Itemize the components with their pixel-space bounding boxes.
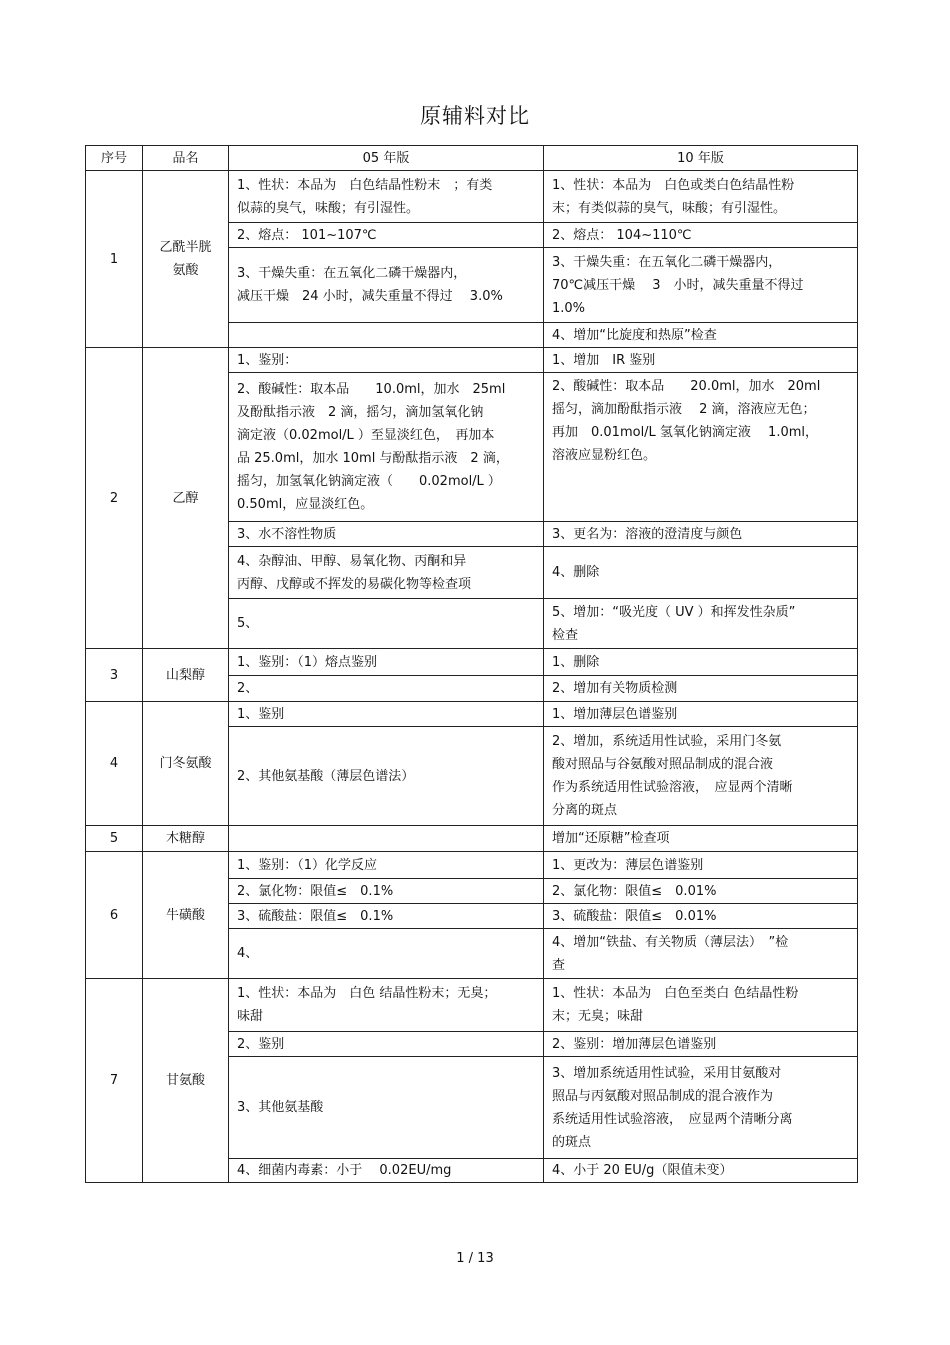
cell-05: 2、其他氨基酸（薄层色谱法） — [229, 727, 544, 826]
item-no: 4 — [86, 702, 143, 826]
table-row — [86, 979, 858, 1032]
table-row — [86, 649, 858, 676]
comparison-table — [85, 145, 858, 1183]
header-no: 序号 — [86, 146, 143, 171]
cell-10: 2、增加，系统适用性试验，采用门冬氨 酸对照品与谷氨酸对照品制成的混合液 作为系统适用性试验溶液， 应显两个清晰 分离的斑点 — [544, 727, 858, 826]
table-row — [86, 826, 858, 852]
cell-10: 3、干燥失重：在五氧化二磷干燥器内， 70℃减压干燥 3 小时，减失重量不得过 1.0% — [544, 248, 858, 323]
cell-10: 2、鉴别：增加薄层色谱鉴别 — [544, 1032, 858, 1057]
item-name: 门冬氨酸 — [143, 702, 229, 826]
cell-05: 4、细菌内毒素：小于 0.02EU/mg — [229, 1159, 544, 1183]
cell-05: 3、水不溶性物质 — [229, 522, 544, 547]
table-row — [86, 171, 858, 223]
cell-10: 5、增加：“吸光度（ UV ）和挥发性杂质” 检查 — [544, 599, 858, 649]
cell-10: 4、删除 — [544, 547, 858, 599]
cell-10: 4、增加“比旋度和热原”检查 — [544, 323, 858, 348]
cell-10: 4、增加“铁盐、有关物质（薄层法） ”检 查 — [544, 929, 858, 979]
item-no: 3 — [86, 649, 143, 702]
cell-10: 1、更改为：薄层色谱鉴别 — [544, 852, 858, 879]
cell-05: 3、硫酸盐：限值≤ 0.1% — [229, 904, 544, 929]
cell-05: 3、干燥失重：在五氧化二磷干燥器内， 减压干燥 24 小时，减失重量不得过 3.0% — [229, 248, 544, 323]
cell-05: 2、 — [229, 676, 544, 702]
table-header-row — [86, 146, 858, 171]
cell-05: 1、鉴别：（1）化学反应 — [229, 852, 544, 879]
page-title: 原辅料对比 — [420, 104, 530, 128]
cell-10: 1、增加 IR 鉴别 — [544, 348, 858, 373]
item-no: 1 — [86, 171, 143, 348]
cell-05: 1、鉴别：（1）熔点鉴别 — [229, 649, 544, 676]
header-05: 05 年版 — [229, 146, 544, 171]
cell-05: 3、其他氨基酸 — [229, 1057, 544, 1159]
item-no: 7 — [86, 979, 143, 1183]
item-name: 木糖醇 — [143, 826, 229, 852]
item-name: 甘氨酸 — [143, 979, 229, 1183]
header-name: 品名 — [143, 146, 229, 171]
cell-10: 4、小于 20 EU/g（限值未变） — [544, 1159, 858, 1183]
cell-05: 5、 — [229, 599, 544, 649]
cell-05: 2、熔点： 101~107℃ — [229, 223, 544, 248]
item-name: 牛磺酸 — [143, 852, 229, 979]
table-row — [86, 852, 858, 879]
item-no: 5 — [86, 826, 143, 852]
cell-05: 1、性状：本品为 白色 结晶性粉末；无臭； 味甜 — [229, 979, 544, 1032]
cell-10: 增加“还原糖”检查项 — [544, 826, 858, 852]
item-name: 乙酰半胱 氨酸 — [143, 171, 229, 348]
cell-10: 2、增加有关物质检测 — [544, 676, 858, 702]
item-no: 2 — [86, 348, 143, 649]
cell-10: 2、熔点： 104~110℃ — [544, 223, 858, 248]
table-row — [86, 702, 858, 727]
cell-10: 1、删除 — [544, 649, 858, 676]
item-name: 乙醇 — [143, 348, 229, 649]
cell-10: 2、酸碱性：取本品 20.0ml，加水 20ml 摇匀，滴加酚酞指示液 2 滴，溶液应无色； 再加 0.01mol/L 氢氧化钠滴定液 1.0ml， 溶液应显粉红色。 — [544, 373, 858, 522]
item-name: 山梨醇 — [143, 649, 229, 702]
cell-10: 2、氯化物：限值≤ 0.01% — [544, 879, 858, 904]
cell-10: 3、更名为：溶液的澄清度与颜色 — [544, 522, 858, 547]
page-number: 1 / 13 — [456, 1251, 494, 1266]
cell-05: 4、 — [229, 929, 544, 979]
cell-05: 1、性状：本品为 白色结晶性粉末 ；有类 似蒜的臭气，味酸；有引湿性。 — [229, 171, 544, 223]
cell-10: 1、性状：本品为 白色或类白色结晶性粉 末；有类似蒜的臭气，味酸；有引湿性。 — [544, 171, 858, 223]
cell-10: 3、增加系统适用性试验，采用甘氨酸对 照品与丙氨酸对照品制成的混合液作为 系统适用性试验溶液， 应显两个清晰分离 的斑点 — [544, 1057, 858, 1159]
cell-10: 1、增加薄层色谱鉴别 — [544, 702, 858, 727]
cell-05: 4、杂醇油、甲醇、易氧化物、丙酮和异 丙醇、戊醇或不挥发的易碳化物等检查项 — [229, 547, 544, 599]
header-10: 10 年版 — [544, 146, 858, 171]
cell-05: 1、鉴别： — [229, 348, 544, 373]
table-row — [86, 348, 858, 373]
cell-05 — [229, 323, 544, 348]
item-no: 6 — [86, 852, 143, 979]
cell-05 — [229, 826, 544, 852]
cell-10: 1、性状：本品为 白色至类白 色结晶性粉 末；无臭；味甜 — [544, 979, 858, 1032]
cell-05: 1、鉴别 — [229, 702, 544, 727]
cell-05: 2、氯化物：限值≤ 0.1% — [229, 879, 544, 904]
cell-05: 2、酸碱性：取本品 10.0ml，加水 25ml 及酚酞指示液 2 滴，摇匀，滴加氢氧化钠 滴定液（0.02mol/L ）至显淡红色， 再加本 品 25.0ml，加水 10ml 与酚酞指示液 2 滴， 摇匀，加氢氧化钠滴定液（ 0.02mol/L ） 0.50ml，应显淡红色。 — [229, 373, 544, 522]
cell-05: 2、鉴别 — [229, 1032, 544, 1057]
cell-10: 3、硫酸盐：限值≤ 0.01% — [544, 904, 858, 929]
